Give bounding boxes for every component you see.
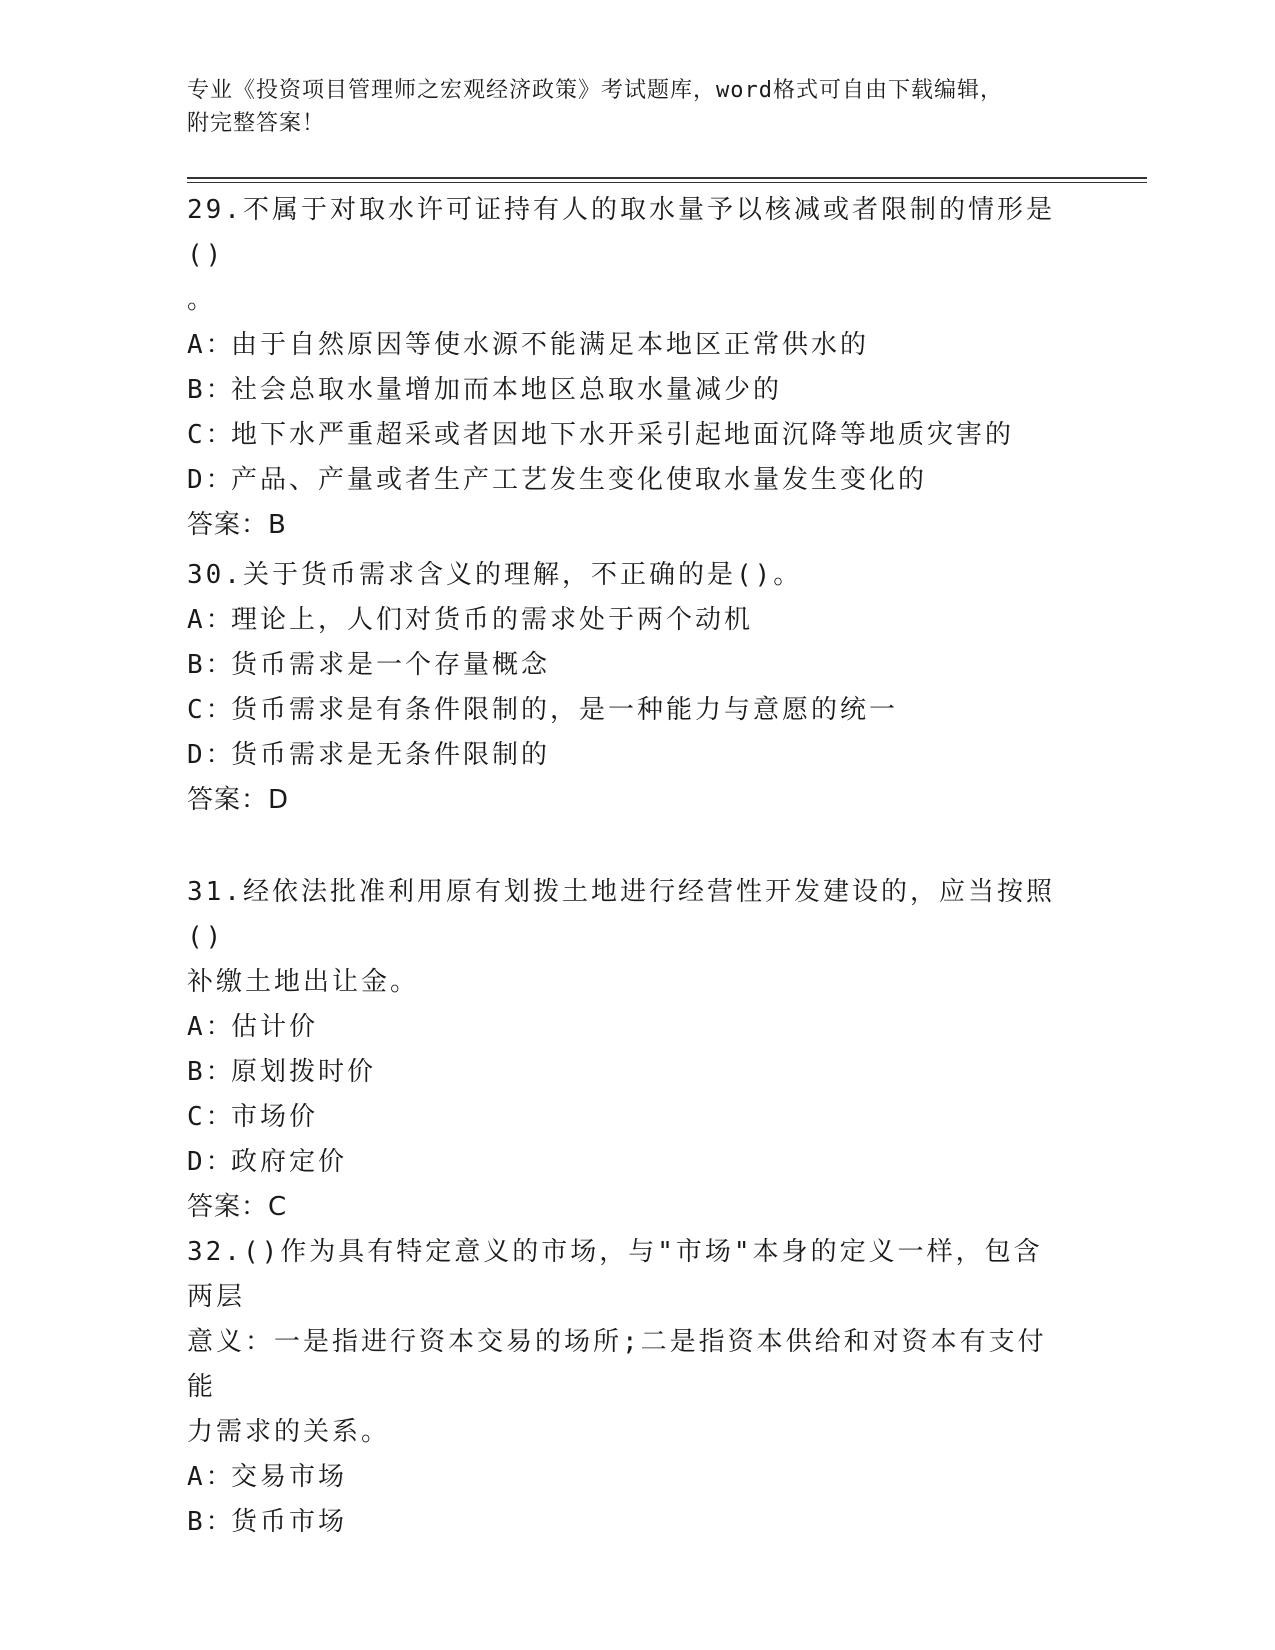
option-d [187,1140,1067,1185]
question-30 [187,553,1067,823]
question-stem-line: 31.经依法批准利用原有划拨土地进行经营性开发建设的，应当按照() [187,877,1055,952]
option-a [187,1005,1067,1050]
question-stem-line: 补缴土地出让金。 [187,967,420,997]
option-text: 估计价 [231,1012,319,1042]
option-text: 货币市场 [231,1507,348,1537]
option-letter: B： [187,1057,235,1087]
option-text: 社会总取水量增加而本地区总取水量减少的 [231,375,783,405]
option-letter: B： [187,1507,235,1537]
option-d [187,733,1067,778]
option-text: 理论上，人们对货币的需求处于两个动机 [231,605,754,635]
option-text: 交易市场 [231,1462,348,1492]
question-stem-line: 力需求的关系。 [187,1417,391,1447]
option-text: 市场价 [231,1102,319,1132]
option-text: 货币需求是一个存量概念 [231,650,551,680]
option-text: 由于自然原因等使水源不能满足本地区正常供水的 [231,330,870,360]
option-a [187,323,1067,368]
option-text: 产品、产量或者生产工艺发生变化使取水量发生变化的 [231,465,928,495]
header-divider-thick [187,177,1147,179]
option-text: 政府定价 [231,1147,348,1177]
option-letter: A： [187,1462,235,1492]
header-divider-thin [187,182,1147,183]
document-page [187,0,1147,1650]
option-a [187,1455,1067,1500]
option-b [187,1050,1067,1095]
header-line-1: 专业《投资项目管理师之宏观经济政策》考试题库，word格式可自由下载编辑， [187,78,1003,103]
question-stem-line: 32.()作为具有特定意义的市场，与"市场"本身的定义一样，包含两层 [187,1237,1043,1312]
option-letter: B： [187,375,235,405]
header-line-2: 附完整答案！ [187,111,326,136]
option-text: 货币需求是有条件限制的，是一种能力与意愿的统一 [231,695,899,725]
option-letter: C： [187,420,235,450]
answer-line: 答案：D [187,785,290,815]
question-stem-line: 。 [187,285,217,315]
question-stem-line: 29.不属于对取水许可证持有人的取水量予以核减或者限制的情形是() [187,195,1055,270]
question-stem-line: 意义：一是指进行资本交易的场所;二是指资本供给和对资本有支付能 [187,1327,1047,1402]
option-c [187,688,1067,733]
document-header [187,74,1067,140]
option-d [187,458,1067,503]
option-c [187,413,1067,458]
answer-line: 答案：C [187,1192,288,1222]
option-a [187,598,1067,643]
option-letter: D： [187,740,235,770]
option-letter: B： [187,650,235,680]
option-letter: D： [187,1147,235,1177]
option-letter: C： [187,695,235,725]
option-c [187,1095,1067,1140]
option-letter: A： [187,605,235,635]
option-b [187,1500,1067,1545]
question-31 [187,870,1067,1230]
question-stem-line: 30.关于货币需求含义的理解，不正确的是()。 [187,560,803,590]
option-text: 原划拨时价 [231,1057,377,1087]
option-letter: D： [187,465,235,495]
question-29 [187,188,1067,548]
option-letter: A： [187,330,235,360]
option-letter: A： [187,1012,235,1042]
option-b [187,643,1067,688]
option-b [187,368,1067,413]
option-letter: C： [187,1102,235,1132]
option-text: 地下水严重超采或者因地下水开采引起地面沉降等地质灾害的 [231,420,1015,450]
answer-line: 答案：B [187,510,287,540]
option-text: 货币需求是无条件限制的 [231,740,551,770]
question-32 [187,1230,1067,1545]
